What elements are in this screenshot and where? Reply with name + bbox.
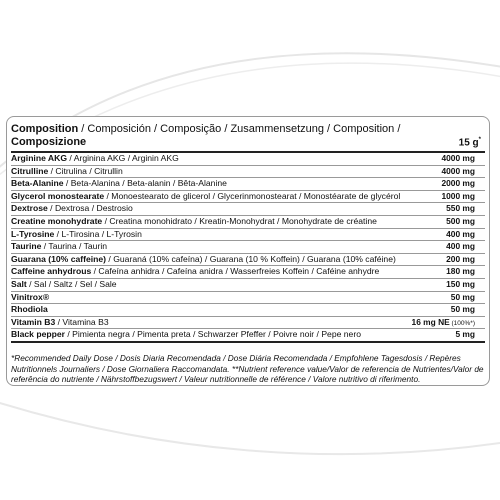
ingredient-amount: 2000 mg [441, 178, 475, 189]
ingredient-amount: 400 mg [446, 228, 475, 239]
ingredient-amount: 50 mg [450, 304, 475, 315]
ingredient-name: Salt [11, 278, 27, 289]
header-title-translations: / Composición / Composição / Zusammensetzung / Composition / [78, 123, 401, 135]
ingredient-name: L-Tyrosine [11, 228, 55, 239]
table-row [11, 329, 485, 343]
ingredient-amount: 200 mg [446, 253, 475, 264]
ingredient-name: Rhodiola [11, 304, 48, 315]
table-row [11, 254, 485, 267]
ingredient-amount: 150 mg [446, 278, 475, 289]
ingredient-amount: 550 mg [446, 203, 475, 214]
ingredient-amount: 1000 mg [441, 190, 475, 201]
ingredient-amount: 4000 mg [441, 153, 475, 163]
ingredient-name: Black pepper [11, 329, 65, 340]
ingredient-translations: / Beta-Alanina / Beta-alanin / Bêta-Alanine [63, 178, 227, 189]
ingredient-amount: 4000 mg [441, 165, 475, 176]
ingredient-translations: / Pimienta negra / Pimenta preta / Schwarzer Pfeffer / Poivre noir / Pepe nero [64, 329, 361, 340]
ingredient-name: Vinitrox® [11, 291, 50, 302]
table-row [11, 191, 485, 204]
table-row [11, 266, 485, 279]
ingredient-translations: / Cafeína anhidra / Cafeína anidra / Wasserfreies Koffein / Caféine anhydre [91, 266, 380, 277]
table-row [11, 241, 485, 254]
table-header [11, 123, 481, 149]
ingredient-name: Citrulline [11, 165, 49, 176]
ingredient-name: Beta-Alanine [11, 178, 64, 189]
table-row [11, 292, 485, 305]
table-row [11, 166, 485, 179]
ingredient-name: Dextrose [11, 203, 48, 214]
ingredient-amount: 500 mg [446, 215, 475, 226]
ingredient-name: Guarana (10% caffeine) [11, 253, 107, 264]
ingredient-amount: 400 mg [446, 241, 475, 252]
ingredient-amount: 16 mg NE (100%*) [411, 316, 475, 327]
ingredient-translations: / Dextrosa / Destrosio [47, 203, 133, 214]
ingredient-translations: / Guaraná (10% cafeína) / Guarana (10 % Koffein) / Guarana (10% caféine) [106, 253, 396, 264]
footnote: *Recommended Daily Dose / Dosis Diaria Recomendada / Dose Diária Recomendada / Empfohlene Tagesdosis / Repères Nutritionnels Journaliers / Dose Giornaliera Raccomandata. **Nutrient reference value/Valor de referencia de Nutrientes/Valor de referência do nutriente / Nährstoffbezugswert / Valeur nutritionnelle de référence / Valore nutritivo di riferimento. [11, 353, 484, 384]
table-row [11, 216, 485, 229]
table-row [11, 203, 485, 216]
table-row [11, 229, 485, 242]
ingredient-name: Glycerol monostearate [11, 190, 105, 201]
header-title: Composition [11, 123, 79, 135]
ingredient-amount: 5 mg [455, 329, 475, 340]
ingredient-name: Arginine AKG [11, 153, 68, 163]
composition-table [6, 116, 490, 386]
ingredient-name: Taurine [11, 241, 42, 252]
ingredient-translations: / Citrulina / Citrullin [48, 165, 123, 176]
ingredient-name: Vitamin B3 [11, 316, 56, 327]
table-row [11, 279, 485, 292]
amount-note: (100%*) [449, 319, 475, 327]
serving-size: 15 g* [458, 137, 481, 149]
table-row [11, 317, 485, 330]
table-row [11, 178, 485, 191]
ingredient-translations: / Taurina / Taurin [41, 241, 108, 252]
ingredient-translations: / Sal / Saltz / Sel / Sale [26, 278, 117, 289]
ingredient-translations: / Arginina AKG / Arginin AKG [67, 153, 179, 163]
table-row [11, 153, 485, 166]
ingredient-name: Creatine monohydrate [11, 215, 103, 226]
ingredient-translations: / L-Tirosina / L-Tyrosin [54, 228, 142, 239]
ingredient-amount: 50 mg [450, 291, 475, 302]
ingredient-translations: / Monoestearato de glicerol / Glycerinmonostearat / Monostéarate de glycérol [104, 190, 401, 201]
ingredient-rows [11, 151, 485, 343]
header-title-line2: Composizione [11, 136, 87, 148]
ingredient-translations: / Creatina monohidrato / Kreatin-Monohydrat / Monohydrate de créatine [102, 215, 377, 226]
ingredient-amount: 180 mg [446, 266, 475, 277]
ingredient-translations: / Vitamina B3 [55, 316, 109, 327]
ingredient-name: Caffeine anhydrous [11, 266, 92, 277]
table-row [11, 304, 485, 317]
